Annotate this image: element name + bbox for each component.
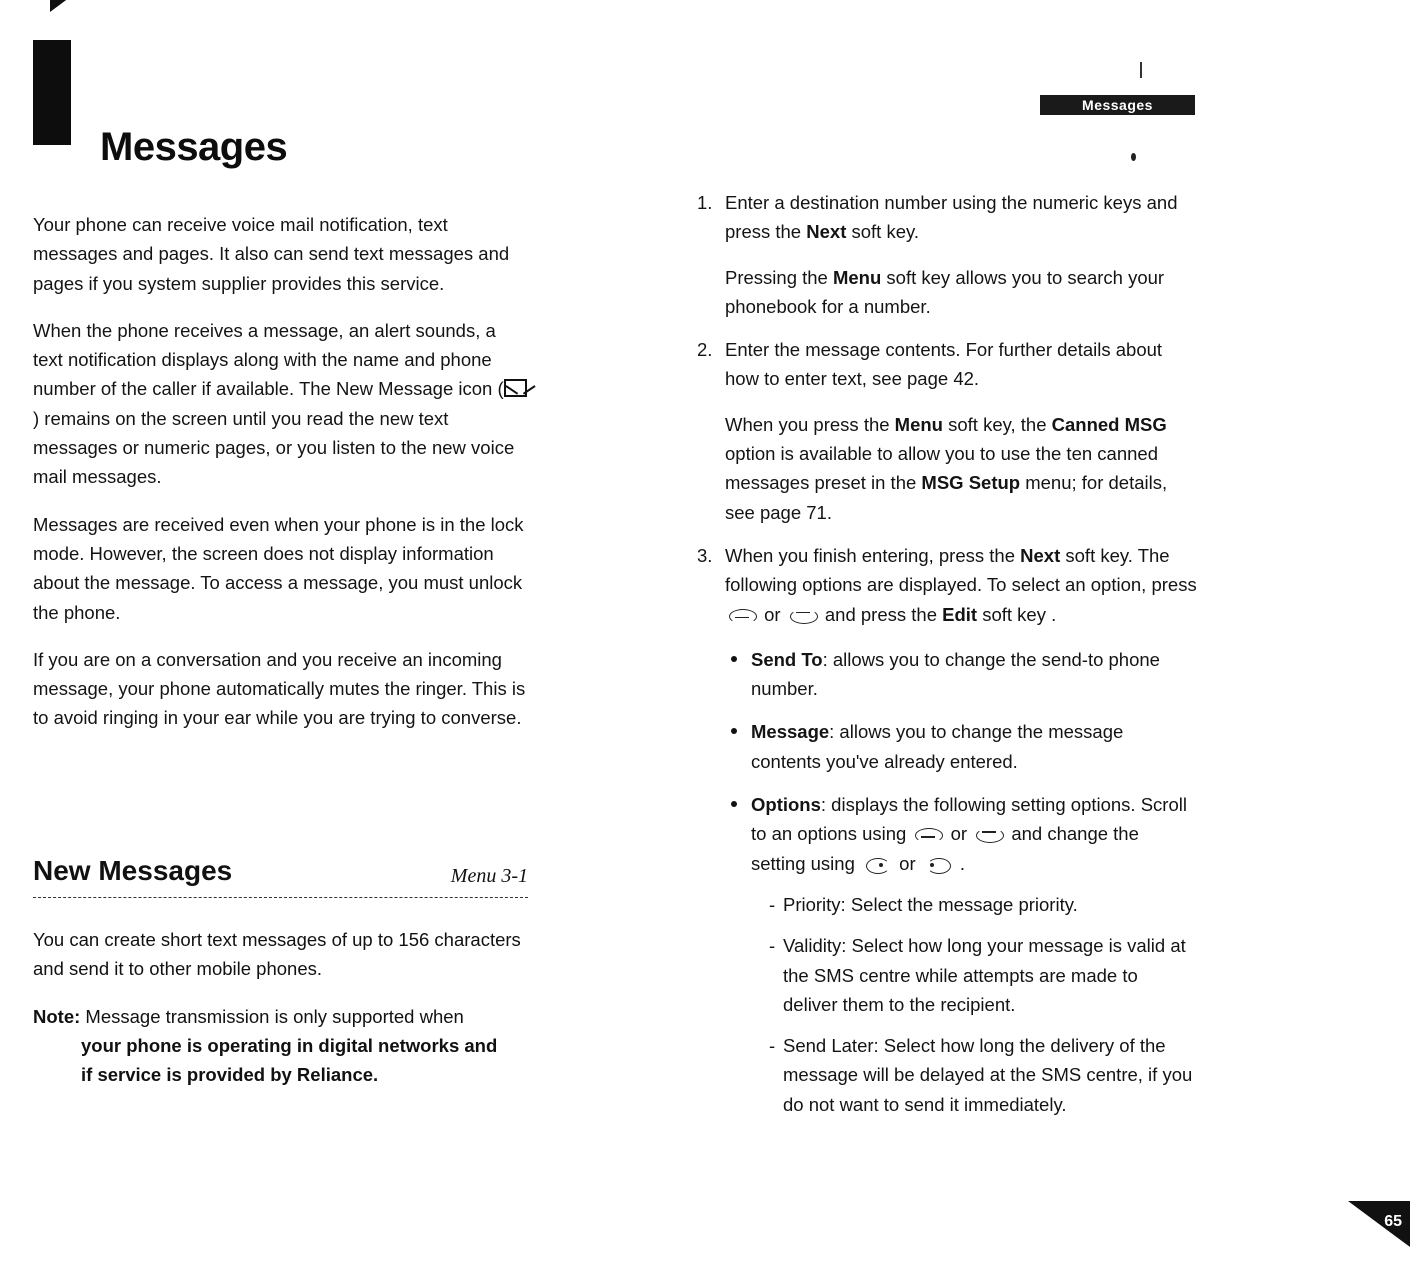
step-3-softkey-edit: Edit [942,603,978,625]
scroll-down-key-icon [974,827,1004,843]
section-intro: You can create short text messages of up to 156 characters and send it to other mobile phones. [33,929,521,980]
header-tick-mark [1140,62,1142,78]
bullet-send-to-text: : allows you to change the send-to phone number. [751,648,1160,700]
step-1-note-a: Pressing the [725,266,833,288]
step-2-menu-msg-setup: MSG Setup [921,472,1021,494]
scroll-up-key-icon [913,827,943,843]
step-2-number: 2. [697,339,713,361]
step-3 [697,541,1197,1119]
page-number-left [50,0,112,12]
page-corner-shape-left [50,0,112,12]
step-3-text-or: or [759,603,786,625]
step-2-note-b: soft key, the [942,413,1052,435]
note-line-2: your phone is operating in digital networks and [81,1034,498,1056]
bullet-options-text-3: and change the setting using [751,823,1139,874]
bullet-options-or-1: or [950,823,968,845]
scroll-right-key-icon [923,857,953,873]
step-2-note-d: menu; for details, see page 71. [725,472,1168,523]
bullet-message [729,717,1197,776]
step-1-softkey-menu: Menu [832,266,882,288]
step-1-note [725,263,1197,322]
intro-body-text [33,210,528,751]
section-menu-reference: Menu 3-1 [450,865,528,887]
step-2-option-canned-msg: Canned MSG [1051,413,1167,435]
step-1-text-b: soft key. [846,221,920,243]
step-3-text-a: When you finish entering, press the [725,544,1021,566]
bullet-dot-icon [731,656,737,662]
new-message-envelope-icon [504,379,527,397]
step-1-number: 1. [697,192,713,213]
bullet-dot-icon [731,801,737,807]
subitem-priority-text: Priority: Select the message priority. [783,893,1078,915]
bullet-options-or-2: or [899,852,916,874]
bullet-send-to [729,645,1197,704]
bullet-send-to-label: Send To [751,648,823,670]
chapter-title: Messages [100,125,288,169]
scroll-left-key-icon [862,857,892,873]
scroll-down-key-icon [788,608,818,624]
step-1-text-a: Enter a destination number using the numeric keys and press the [725,192,1178,243]
note-line-3: if service is provided by Reliance. [81,1064,379,1086]
step-2-note [725,410,1197,527]
paragraph-2-part-a: When the phone receives a message, an alert sounds, a text notification displays along with the name and phone number of the caller if available. The New Message icon ( [33,319,504,400]
subitem-dash-icon: - [769,893,776,915]
step-1-note-b: soft key allows you to search your phonebook for a number. [725,266,1165,317]
chapter-marker-bar [33,40,71,145]
numbered-steps [697,188,1197,1133]
subitem-validity [769,931,1197,1019]
header-dot-mark [1131,153,1136,161]
paragraph-2 [33,316,528,492]
subitem-validity-text: Validity: Select how long your message is valid at the SMS centre while attempts are made to deliver them to the recipient. [783,935,1186,1015]
subitem-priority [769,890,1197,919]
bullet-dot-icon [731,728,737,734]
step-1 [697,188,1197,321]
bullet-options-period: . [959,852,966,874]
bullet-options-label: Options [751,794,821,816]
scroll-up-key-icon [727,608,757,624]
paragraph-4: If you are on a conversation and you receive an incoming message, your phone automatically mutes the ringer. This is to avoid ringing in your ear while you are trying to converse. [33,648,526,729]
paragraph-2-part-b: ) remains on the screen until you read the new text messages or numeric pages, or you listen to the new voice mail messages. [33,407,515,488]
step-2 [697,335,1197,527]
step-2-note-a: When you press the [725,413,895,435]
step-1-text [725,188,1197,247]
bullet-message-label: Message [751,721,830,743]
bullet-message-text: : allows you to change the message contents you've already entered. [751,721,1124,772]
subitem-dash-icon: - [769,935,776,957]
step-3-text-d: soft key . [977,603,1057,625]
note-block [33,1002,528,1090]
note-line-1: Message transmission is only supported when [85,1005,464,1027]
subitem-dash-icon: - [769,1035,776,1057]
section-body [33,925,528,1089]
step-3-text [725,541,1197,629]
step-3-text-c: and press the [819,603,943,625]
step-3-softkey-next: Next [1020,544,1061,566]
bullet-options [729,790,1197,1119]
running-head-tab: Messages [1040,95,1195,115]
section-header [33,855,528,898]
note-label: Note: [33,1005,81,1027]
paragraph-1: Your phone can receive voice mail notification, text messages and pages. It also can send text messages and pages if you system supplier provides this service. [33,214,510,294]
step-2-note-c: option is available to allow you to use the ten canned messages preset in the [725,443,1158,494]
section-heading: New Messages [33,855,233,886]
subitem-send-later [769,1031,1197,1119]
bullet-options-text: : displays the following setting options. Scroll to an options using [751,794,1187,845]
step-3-number: 3. [697,544,713,566]
option-bullet-list [725,645,1197,1119]
step-2-text: Enter the message contents. For further details about how to enter text, see page 42. [725,339,1163,390]
step-1-softkey-next: Next [806,221,847,243]
page-number-right-text: 65 [1384,1213,1402,1230]
paragraph-3: Messages are received even when your phone is in the lock mode. However, the screen does not display information about the message. To access a message, you must unlock the phone. [33,513,524,623]
subitem-send-later-text: Send Later: Select how long the delivery of the message will be delayed at the SMS centre, if you do not want to send it immediately. [783,1035,1193,1115]
section-divider [33,897,528,898]
page-number-right [1348,1201,1410,1247]
step-3-text-b: soft key. The following options are displayed. To select an option, press [725,544,1197,596]
step-2-softkey-menu: Menu [894,413,943,435]
